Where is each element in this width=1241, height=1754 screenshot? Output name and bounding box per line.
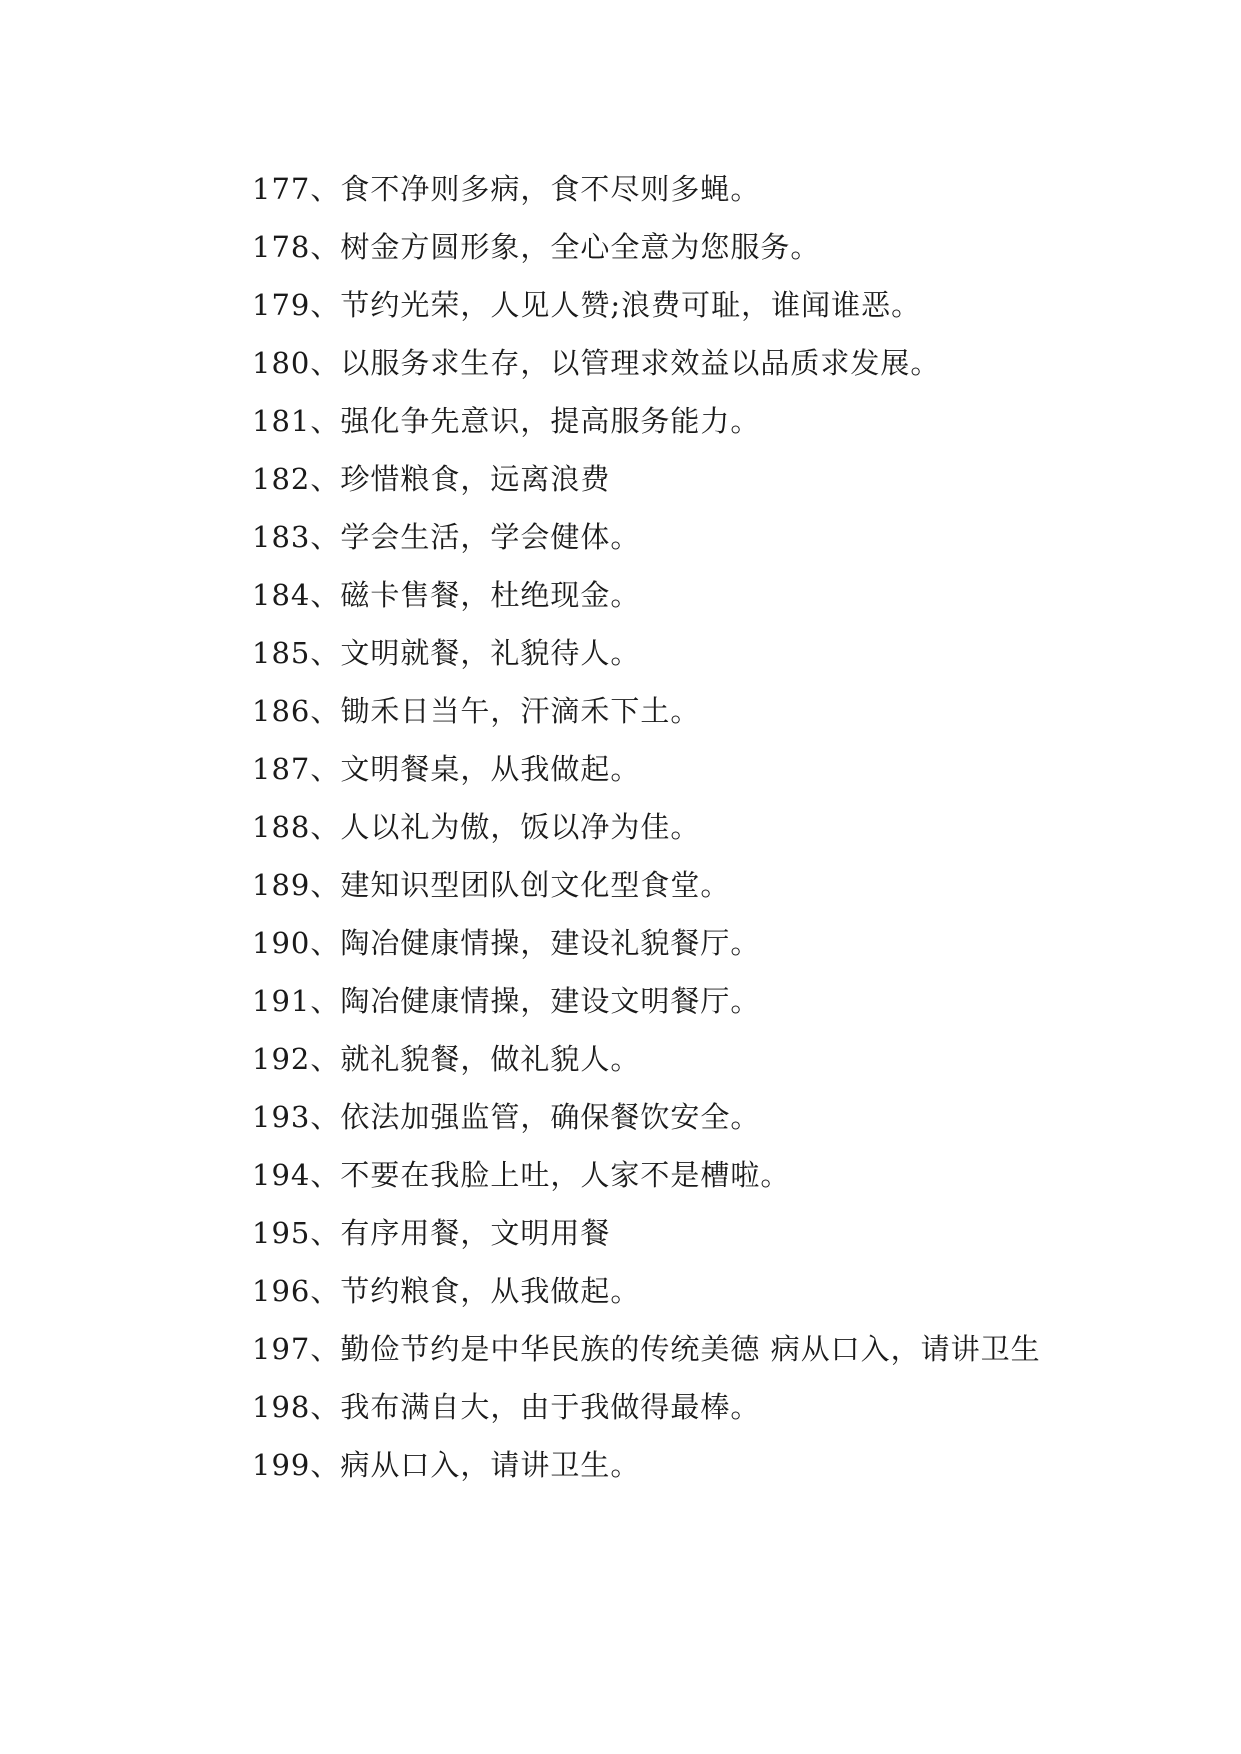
list-item: 191、陶冶健康情操，建设文明餐厅。	[252, 984, 761, 1018]
list-item: 187、文明餐桌，从我做起。	[252, 752, 641, 786]
list-item: 198、我布满自大，由于我做得最棒。	[252, 1390, 761, 1424]
list-item: 185、文明就餐，礼貌待人。	[252, 636, 641, 670]
list-item: 178、树金方圆形象，全心全意为您服务。	[252, 230, 821, 264]
list-item: 195、有序用餐，文明用餐	[252, 1216, 611, 1250]
list-item: 181、强化争先意识，提高服务能力。	[252, 404, 761, 438]
list-item: 180、以服务求生存，以管理求效益以品质求发展。	[252, 346, 941, 380]
list-item: 199、病从口入，请讲卫生。	[252, 1448, 641, 1482]
list-item: 190、陶冶健康情操，建设礼貌餐厅。	[252, 926, 761, 960]
slogan-list	[190, 160, 1060, 1494]
list-item: 183、学会生活，学会健体。	[252, 520, 641, 554]
list-item: 184、磁卡售餐，杜绝现金。	[252, 578, 641, 612]
list-item: 177、食不净则多病，食不尽则多蝇。	[252, 172, 761, 206]
list-item: 179、节约光荣，人见人赞;浪费可耻，谁闻谁恶。	[252, 288, 922, 322]
list-item: 197、勤俭节约是中华民族的传统美德 病从口入，请讲卫生	[252, 1332, 1041, 1366]
list-item: 193、依法加强监管，确保餐饮安全。	[252, 1100, 761, 1134]
list-item: 196、节约粮食，从我做起。	[252, 1274, 641, 1308]
list-item: 186、锄禾日当午，汗滴禾下土。	[252, 694, 701, 728]
list-item: 194、不要在我脸上吐，人家不是槽啦。	[252, 1158, 791, 1192]
list-item: 192、就礼貌餐，做礼貌人。	[252, 1042, 641, 1076]
list-item: 182、珍惜粮食，远离浪费	[252, 462, 611, 496]
list-item: 189、建知识型团队创文化型食堂。	[252, 868, 731, 902]
list-item: 188、人以礼为傲，饭以净为佳。	[252, 810, 701, 844]
